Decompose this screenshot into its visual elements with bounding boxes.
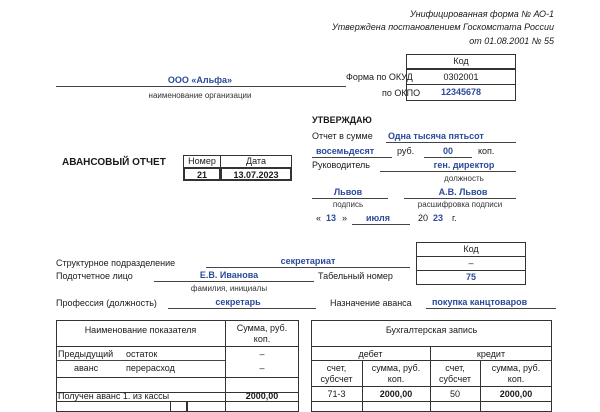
signature: Львов <box>333 187 363 197</box>
signature-caption: подпись <box>332 200 364 209</box>
sum-label: Отчет в сумме <box>312 131 373 141</box>
head-label: Руководитель <box>312 160 370 170</box>
date-year: 23 <box>433 213 444 223</box>
advance-label-a: аванс <box>74 363 99 373</box>
left-h-sum-2: коп. <box>253 334 271 344</box>
debit-account-h1: счет, <box>326 363 347 373</box>
okud-value: 0302001 <box>406 69 516 85</box>
credit-account-value: 50 <box>449 389 460 399</box>
organization-caption: наименование организации <box>148 91 252 100</box>
prev-remainder-value: – <box>259 349 265 359</box>
debit-header: дебет <box>358 349 383 359</box>
date-year-prefix: 20 <box>418 213 429 223</box>
accountable: Е.В. Иванова <box>199 270 259 280</box>
sum-words-2: восемьдесят <box>316 146 375 156</box>
organization-name: ООО «Альфа» <box>167 75 233 85</box>
sum-words-1: Одна тысяча пятьсот <box>388 131 484 141</box>
report-number: 21 <box>183 167 221 181</box>
debit-account-h2: субсчет <box>320 374 353 384</box>
purpose: покупка канцтоваров <box>432 297 528 307</box>
report-date-label: Дата <box>220 155 292 168</box>
form-name: Унифицированная форма № АО-1 <box>410 9 554 19</box>
credit-account-h1: счет, <box>445 363 465 373</box>
left-h-sum-1: Сумма, руб. <box>236 323 288 333</box>
credit-sum-h1: сумма, руб. <box>491 363 541 373</box>
prev-label-b: остаток <box>126 349 158 359</box>
fio-caption: фамилия, инициалы <box>190 284 268 293</box>
date-quote-open: « <box>316 213 322 223</box>
left-h-name: Наименование показателя <box>84 325 197 335</box>
credit-header: кредит <box>476 349 506 359</box>
debit-account-value: 71-3 <box>327 389 346 399</box>
received-value: 2000,00 <box>245 391 279 401</box>
codes-header: Код <box>406 54 516 69</box>
decoding-caption: расшифровка подписи <box>417 200 503 209</box>
credit-sum-value: 2000,00 <box>499 389 533 399</box>
report-date: 13.07.2023 <box>220 167 292 181</box>
profession: секретарь <box>215 297 261 307</box>
okpo-value: 12345678 <box>406 84 516 101</box>
person-code-header: Код <box>416 242 526 257</box>
head-position: ген. директор <box>433 160 495 170</box>
report-number-label: Номер <box>183 155 221 168</box>
credit-account-h2: субсчет <box>438 374 472 384</box>
prev-label-a: Предыдущий <box>58 349 114 359</box>
advance-label-b: перерасход <box>126 363 175 373</box>
kop-value: 00 <box>442 146 453 156</box>
debit-sum-h2: коп. <box>387 374 405 384</box>
received-label: Получен аванс 1. из кассы <box>58 391 170 401</box>
tab-number: 75 <box>416 270 526 285</box>
okud-label: Форма по ОКУД <box>346 72 413 82</box>
right-title: Бухгалтерская запись <box>385 325 478 335</box>
debit-sum-value: 2000,00 <box>379 389 413 399</box>
okpo-label: по ОКПО <box>382 88 421 98</box>
division-code: – <box>416 256 526 271</box>
date-day: 13 <box>326 213 337 223</box>
kop-label: коп. <box>478 146 495 156</box>
prev-overrun-value: – <box>259 363 265 373</box>
date-year-suffix: г. <box>452 213 457 223</box>
approved-date: от 01.08.2001 № 55 <box>469 36 554 46</box>
position-caption: должность <box>444 174 484 183</box>
division: секретариат <box>280 256 336 266</box>
debit-sum-h1: сумма, руб. <box>371 363 421 373</box>
purpose-label: Назначение аванса <box>330 298 412 308</box>
tab-label: Табельный номер <box>318 271 393 281</box>
approve-title: УТВЕРЖДАЮ <box>312 115 372 125</box>
date-quote-close: » <box>342 213 348 223</box>
rub-label: руб. <box>397 146 415 156</box>
credit-sum-h2: коп. <box>507 374 525 384</box>
profession-label: Профессия (должность) <box>56 298 157 308</box>
date-month: июля <box>366 213 390 223</box>
division-label: Структурное подразделение <box>56 258 176 268</box>
report-title: АВАНСОВЫЙ ОТЧЕТ <box>62 157 166 168</box>
approved-text: Утверждена постановлением Госкомстата России <box>331 22 554 32</box>
accountable-label: Подотчетное лицо <box>56 271 133 281</box>
decoding: А.В. Львов <box>438 187 488 197</box>
